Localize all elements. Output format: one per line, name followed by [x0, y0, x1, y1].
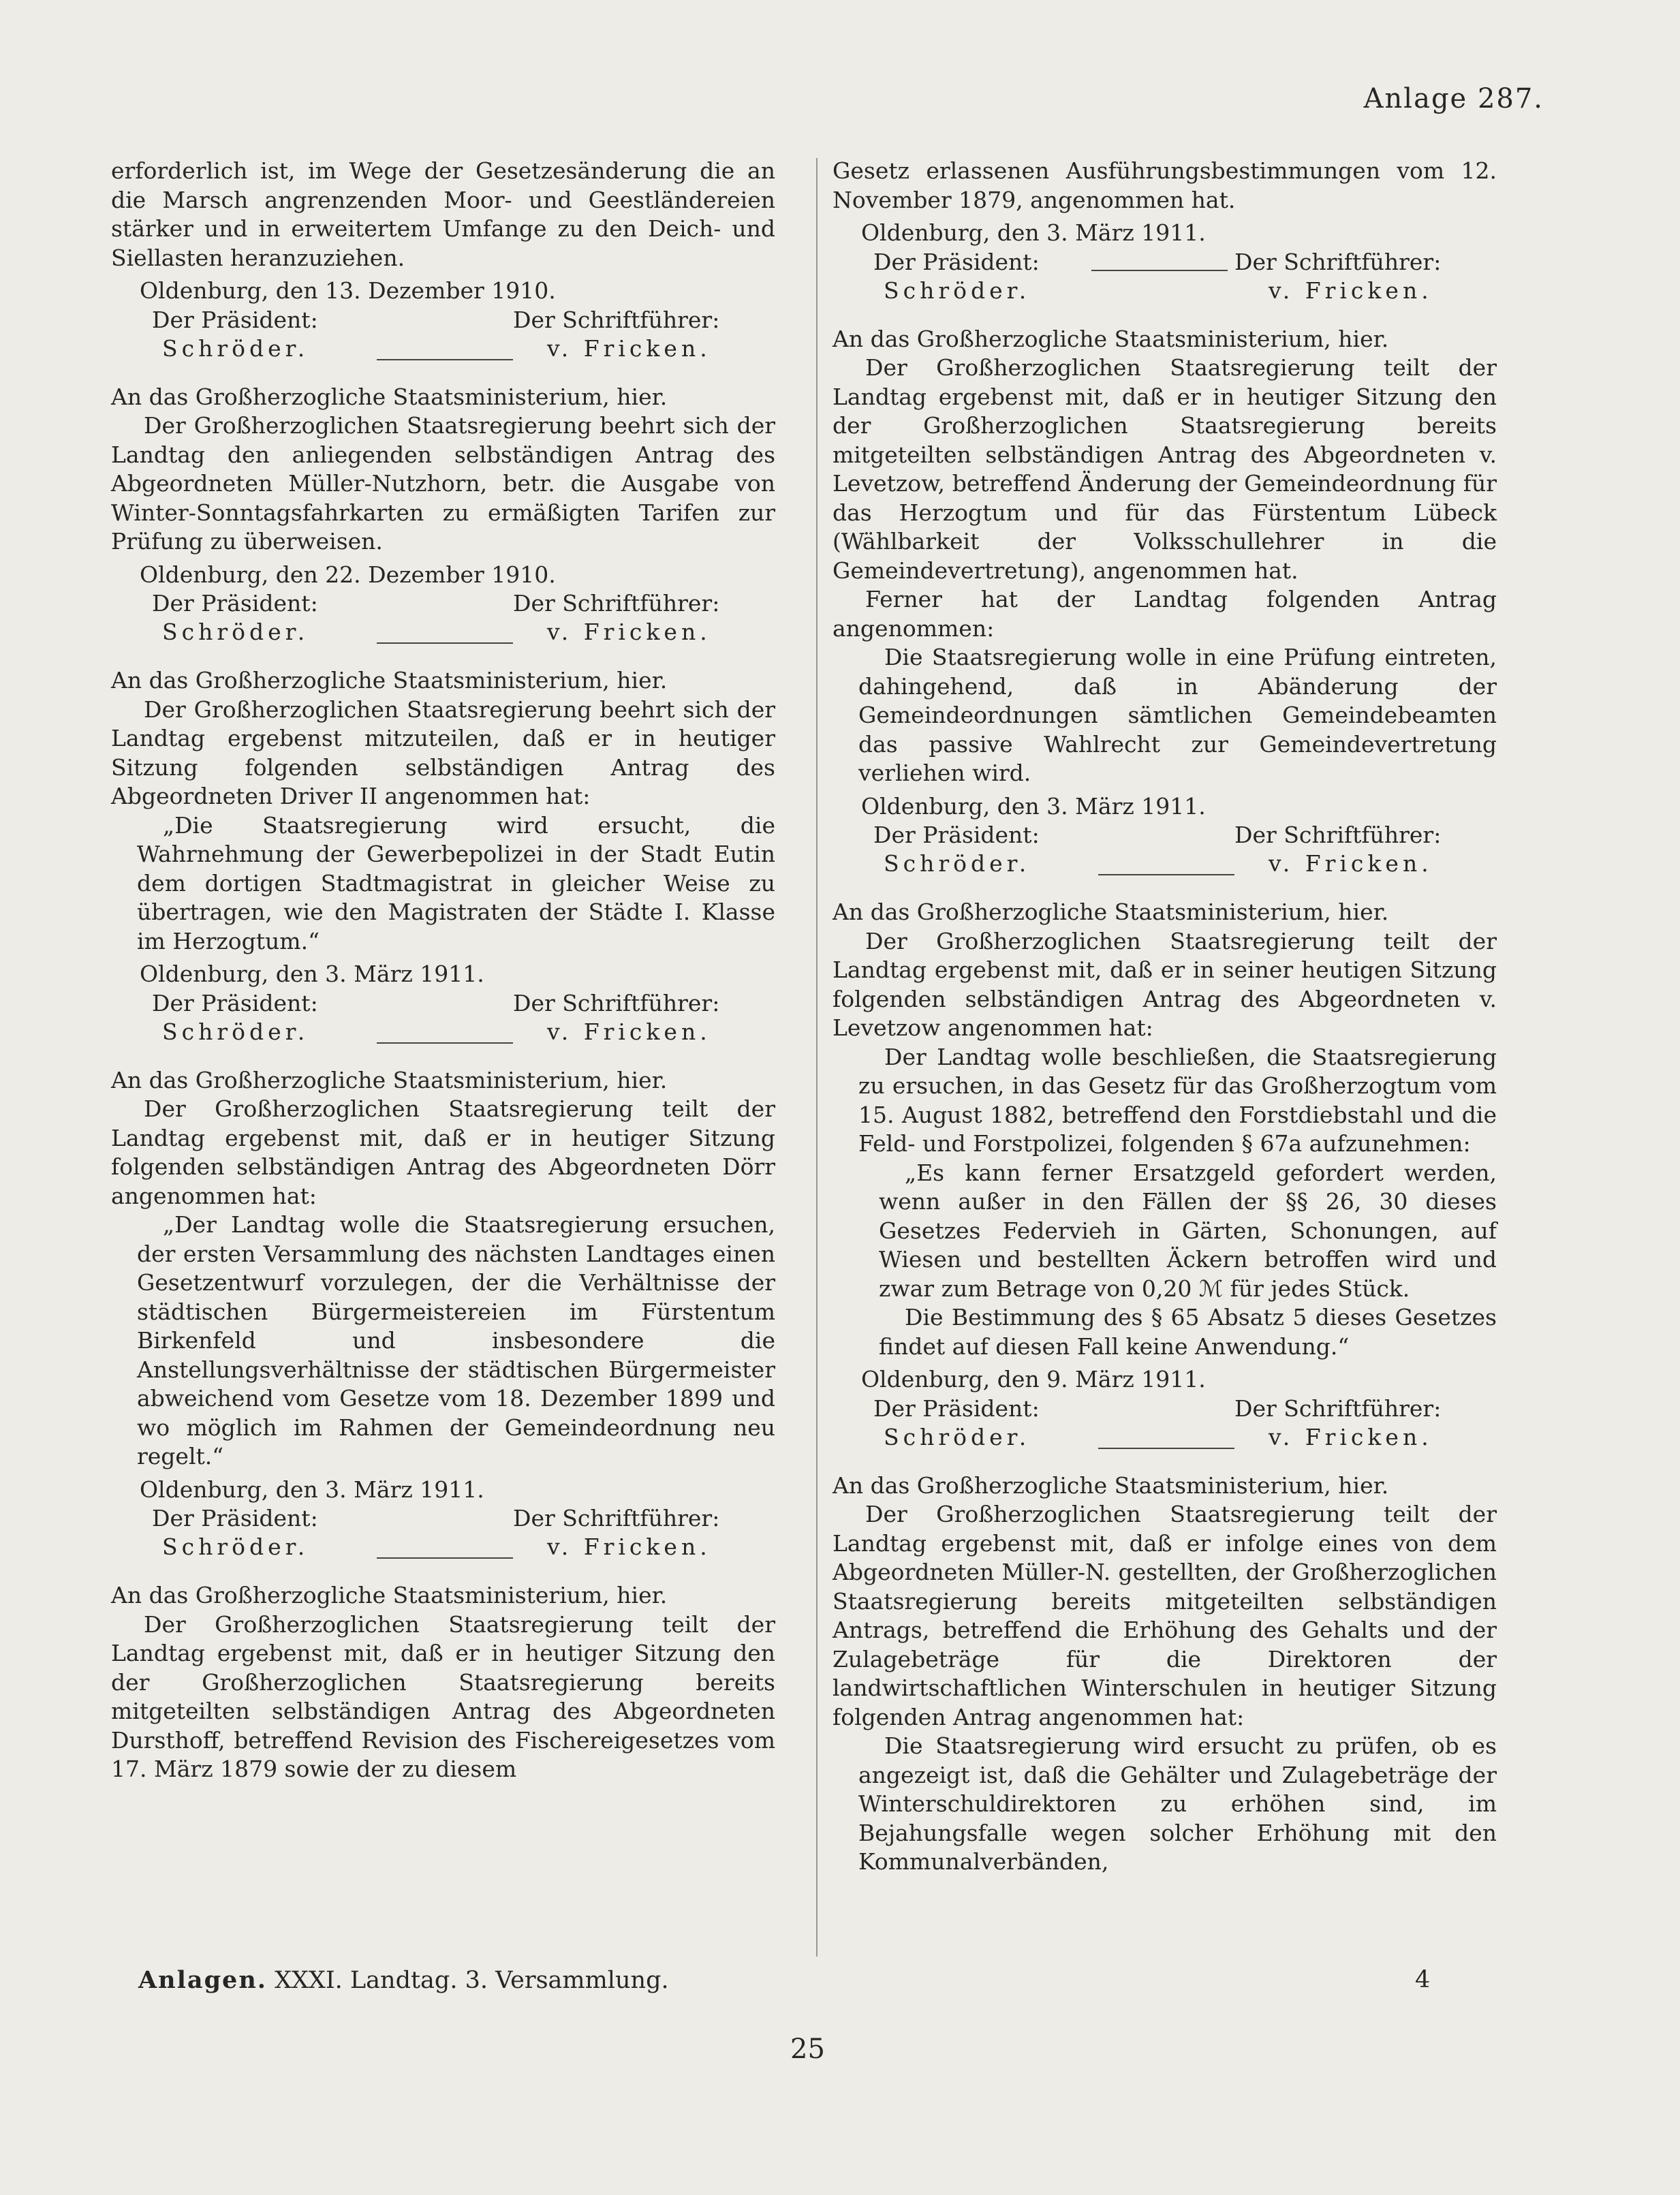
signature-block — [111, 989, 775, 1047]
date-line: Oldenburg, den 3. März 1911. — [140, 1476, 484, 1503]
left-column — [111, 157, 775, 1784]
secretary-label: Der Schriftführer: — [1234, 248, 1442, 275]
president-name: Schröder. — [162, 1534, 309, 1560]
date-line: Oldenburg, den 3. März 1911. — [140, 961, 484, 987]
date-line: Oldenburg, den 3. März 1911. — [861, 792, 1206, 820]
address-line: An das Großherzogliche Staatsministerium, hier. — [111, 667, 668, 694]
paragraph: Der Großherzoglichen Staatsregierung beehrt sich der Landtag ergebenst mitzuteilen, daß er in heutiger Sitzung folgenden selbständigen Antrag des Abgeordneten Driver II angenommen hat: — [111, 696, 775, 809]
signature-block — [833, 821, 1497, 879]
secretary-name: v. Fricken. — [547, 1018, 711, 1045]
president-name: Schröder. — [162, 619, 309, 645]
paragraph: Der Großherzoglichen Staatsregierung teilt der Landtag ergebenst mit, daß er in heutiger Sitzung folgenden selbständigen Antrag des Abgeordneten Dörr angenommen hat: — [111, 1095, 775, 1209]
address-line: An das Großherzogliche Staatsministerium, hier. — [833, 325, 1389, 352]
signature-block — [833, 248, 1497, 306]
address-line: An das Großherzogliche Staatsministerium, hier. — [111, 383, 668, 410]
quoted-motion: „Der Landtag wolle die Staatsregierung ersuchen, der ersten Versammlung des nächsten Landtages einen Gesetzentwurf vorzulegen, der die Verhältnisse der städtischen Bürgermeistereien im Fürstentum Birkenfeld und insbesondere die Anstellungsverhältnisse der städtischen Bürgermeister abweichend vom Gesetze vom 18. Dezember 1899 und wo möglich im Rahmen der Gemeindeordnung neu regelt.“ — [137, 1211, 775, 1469]
quoted-motion: Die Bestimmung des § 65 Absatz 5 dieses Gesetzes findet auf diesen Fall keine Anwendung.“ — [879, 1304, 1497, 1360]
paragraph: Gesetz erlassenen Ausführungsbestimmungen vom 12. November 1879, angenommen hat. — [833, 157, 1497, 213]
president-name: Schröder. — [884, 277, 1031, 304]
paragraph: Der Großherzoglichen Staatsregierung teilt der Landtag ergebenst mit, daß er in heutiger Sitzung den der Großherzoglichen Staatsregierung bereits mitgeteilten selbständigen Antrag des Abgeordneten Dursthoff, betreffend Revision des Fischereigesetzes vom 17. März 1879 sowie der zu diesem — [111, 1610, 775, 1782]
address-line: An das Großherzogliche Staatsministerium, hier. — [833, 899, 1389, 925]
separator-rule — [377, 1557, 513, 1559]
address-line: An das Großherzogliche Staatsministerium, hier. — [111, 1066, 668, 1093]
sheet-number: 4 — [1415, 1966, 1431, 1993]
secretary-name: v. Fricken. — [1269, 277, 1433, 304]
separator-rule — [377, 642, 513, 644]
right-column — [833, 157, 1497, 1877]
footer-session: XXXI. Landtag. 3. Versammlung. — [275, 1967, 669, 1994]
signature-block — [833, 1395, 1497, 1452]
secretary-name: v. Fricken. — [1269, 850, 1433, 877]
president-label: Der Präsident: — [873, 1395, 1040, 1422]
quoted-motion: Die Staatsregierung wird ersucht zu prüfen, ob es angezeigt ist, daß die Gehälter und Zulagebeträge der Winterschuldirektoren zu erhöhen sind, im Bejahungsfalle wegen solcher Erhöhung mit den Kommunalverbänden, — [858, 1732, 1497, 1875]
date-line: Oldenburg, den 9. März 1911. — [861, 1366, 1206, 1392]
column-divider — [816, 158, 818, 1957]
president-label: Der Präsident: — [873, 822, 1040, 848]
secretary-name: v. Fricken. — [547, 1534, 711, 1560]
separator-rule — [1091, 270, 1228, 271]
president-label: Der Präsident: — [152, 306, 318, 333]
address-line: An das Großherzogliche Staatsministerium, hier. — [111, 1582, 668, 1608]
president-label: Der Präsident: — [873, 248, 1040, 275]
quoted-motion: Der Landtag wolle beschließen, die Staatsregierung zu ersuchen, in das Gesetz für das Großherzogtum vom 15. August 1882, betreffend den Forstdiebstahl und die Feld- und Forstpolizei, folgenden § 67a aufzunehmen: — [858, 1043, 1497, 1157]
president-name: Schröder. — [884, 850, 1031, 877]
quoted-motion: „Es kann ferner Ersatzgeld gefordert werden, wenn außer in den Fällen der §§ 26, 30 dieses Gesetzes Federvieh in Gärten, Schonungen, auf Wiesen und bestellten Äckern betroffen wird und zwar zum Betrage von 0,20 ℳ für jedes Stück. — [879, 1159, 1497, 1302]
date-line: Oldenburg, den 13. Dezember 1910. — [140, 277, 556, 304]
footer-anlagen: Anlagen. — [138, 1966, 267, 1994]
secretary-name: v. Fricken. — [1269, 1423, 1433, 1450]
president-label: Der Präsident: — [152, 1505, 318, 1531]
annex-number: Anlage 287. — [1363, 83, 1544, 114]
quoted-motion: „Die Staatsregierung wird ersucht, die Wahrnehmung der Gewerbepolizei in der Stadt Eutin dem dortigen Stadtmagistrat in gleicher Weise zu übertragen, wie den Magistraten der Städte I. Klasse im Herzogtum.“ — [137, 811, 775, 954]
secretary-label: Der Schriftführer: — [513, 306, 720, 333]
separator-rule — [377, 1042, 513, 1044]
president-name: Schröder. — [162, 1018, 309, 1045]
secretary-label: Der Schriftführer: — [513, 590, 720, 617]
signature-block — [111, 1504, 775, 1562]
date-line: Oldenburg, den 3. März 1911. — [861, 219, 1206, 246]
secretary-label: Der Schriftführer: — [513, 989, 720, 1016]
president-label: Der Präsident: — [152, 590, 318, 617]
quoted-motion: Die Staatsregierung wolle in eine Prüfung eintreten, dahingehend, daß in Abänderung der Gemeindeordnungen sämtlichen Gemeindebeamten das passive Wahlrecht zur Gemeindevertretung verliehen wird. — [858, 644, 1497, 786]
president-name: Schröder. — [884, 1423, 1031, 1450]
secretary-label: Der Schriftführer: — [1234, 822, 1442, 848]
address-line: An das Großherzogliche Staatsministerium, hier. — [833, 1472, 1389, 1499]
page-number: 25 — [790, 2034, 825, 2065]
paragraph: erforderlich ist, im Wege der Gesetzesänderung die an die Marsch angrenzenden Moor- und Geestländereien stärker und in erweitertem Umfange zu den Deich- und Siellasten heranzuziehen. — [111, 157, 775, 271]
footer-left — [138, 1966, 669, 1994]
secretary-label: Der Schriftführer: — [1234, 1395, 1442, 1422]
paragraph: Ferner hat der Landtag folgenden Antrag angenommen: — [833, 586, 1497, 642]
separator-rule — [377, 359, 513, 360]
secretary-name: v. Fricken. — [547, 619, 711, 645]
secretary-label: Der Schriftführer: — [513, 1505, 720, 1531]
signature-block — [111, 306, 775, 364]
president-label: Der Präsident: — [152, 989, 318, 1016]
president-name: Schröder. — [162, 334, 309, 362]
paragraph: Der Großherzoglichen Staatsregierung beehrt sich der Landtag den anliegenden selbständigen Antrag des Abgeordneten Müller-Nutzhorn, betr. die Ausgabe von Winter-Sonntagsfahrkarten zu ermäßigten Tarifen zur Prüfung zu überweisen. — [111, 412, 775, 555]
paragraph: Der Großherzoglichen Staatsregierung teilt der Landtag ergebenst mit, daß er in heutiger Sitzung den der Großherzoglichen Staatsregierung bereits mitgeteilten selbständigen Antrag des Abgeordneten v. Levetzow, betreffend Änderung der Gemeindeordnung für das Herzogtum und für das Fürstentum Lübeck (Wählbarkeit der Volksschullehrer in die Gemeindevertretung), angenommen hat. — [833, 354, 1497, 584]
paragraph: Der Großherzoglichen Staatsregierung teilt der Landtag ergebenst mit, daß er infolge eines von dem Abgeordneten Müller-N. gestellten, der Großherzoglichen Staatsregierung bereits mitgeteilten selbständigen Antrags, betreffend die Erhöhung des Gehalts und der Zulagebeträge für die Direktoren der landwirtschaftlichen Winterschulen in heutiger Sitzung folgenden Antrag angenommen hat: — [833, 1501, 1497, 1730]
date-line: Oldenburg, den 22. Dezember 1910. — [140, 561, 556, 588]
secretary-name: v. Fricken. — [547, 334, 711, 362]
separator-rule — [1098, 874, 1234, 875]
separator-rule — [1098, 1448, 1234, 1449]
signature-block — [111, 589, 775, 647]
paragraph: Der Großherzoglichen Staatsregierung teilt der Landtag ergebenst mit, daß er in seiner heutigen Sitzung folgenden selbständigen Antrag des Abgeordneten v. Levetzow angenommen hat: — [833, 927, 1497, 1041]
